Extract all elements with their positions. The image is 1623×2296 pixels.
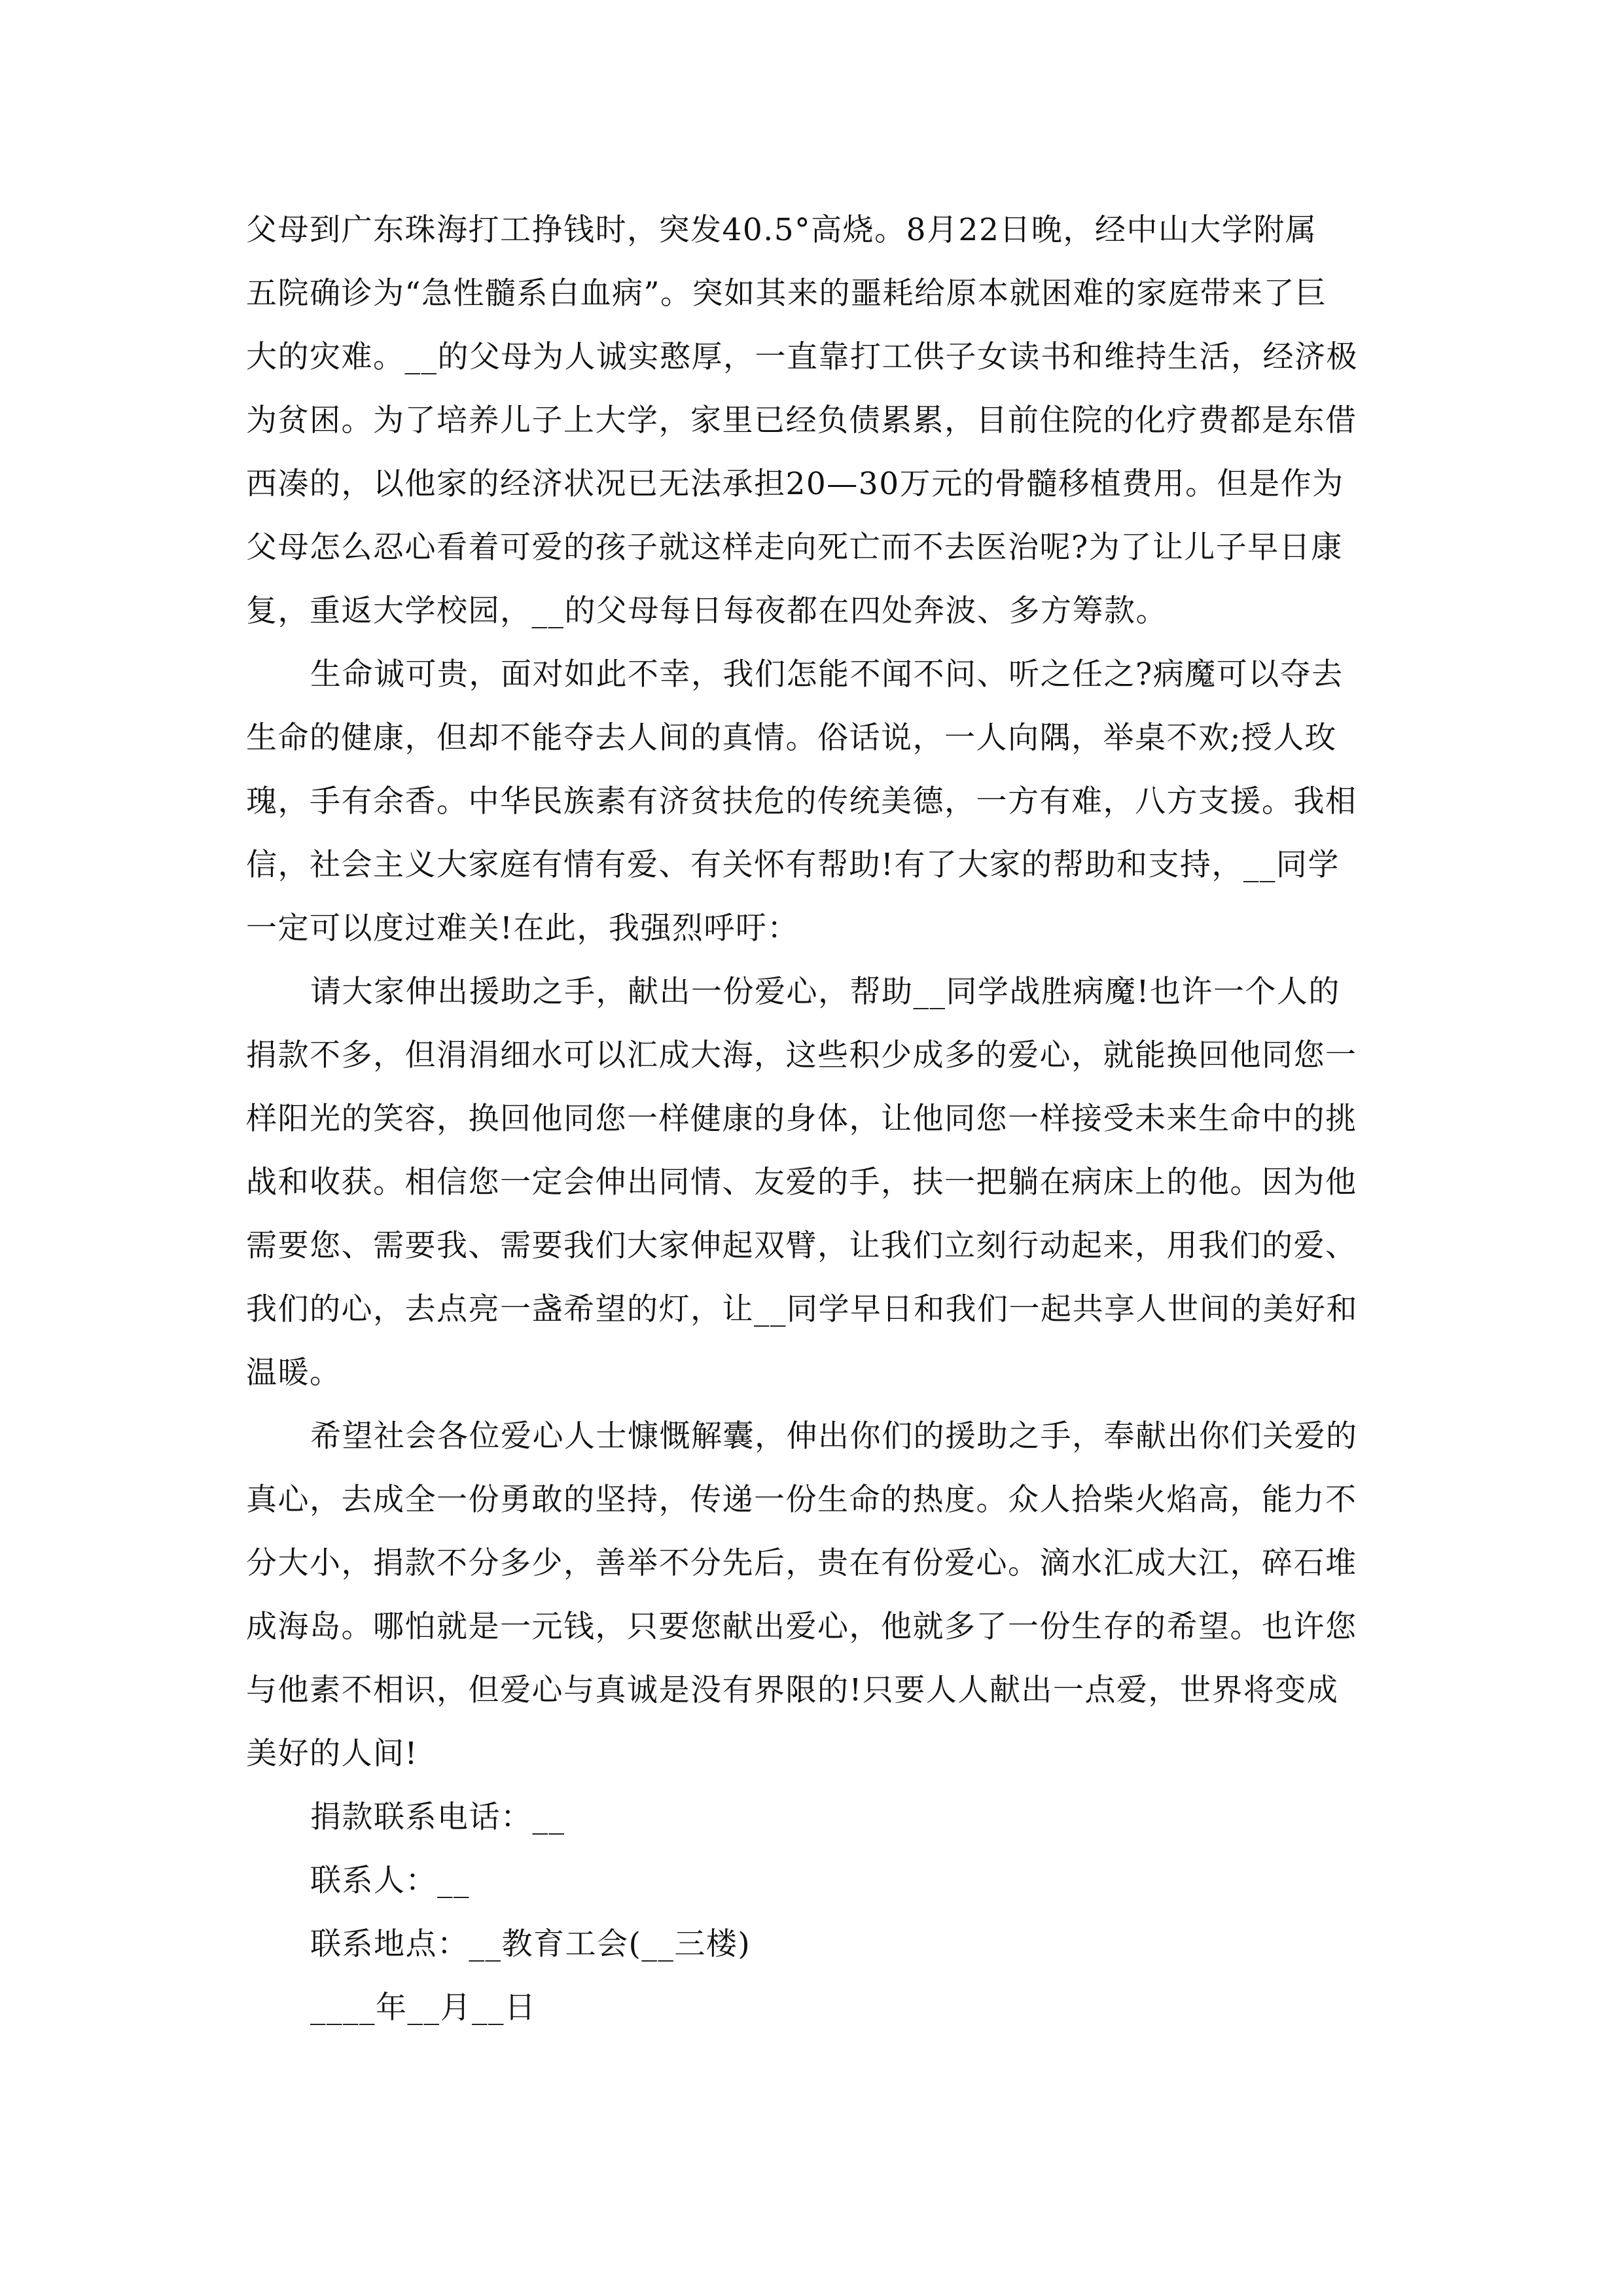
text-line: 五院确诊为“急性髓系白血病”。突如其来的噩耗给原本就困难的家庭带来了巨 xyxy=(246,276,1327,312)
text-line: 一定可以度过难关!在此，我强烈呼吁： xyxy=(246,910,799,946)
text-line: 与他素不相识，但爱心与真诚是没有界限的!只要人人献出一点爱，世界将变成 xyxy=(246,1672,1339,1708)
text-line: 我们的心，去点亮一盏希望的灯，让__同学早日和我们一起共享人世间的美好和 xyxy=(246,1291,1358,1327)
text-line: 温暖。 xyxy=(246,1355,342,1391)
text-line: 样阳光的笑容，换回他同您一样健康的身体，让他同您一样接受未来生命中的挑 xyxy=(246,1101,1357,1137)
contact-location: 联系地点：__教育工会(__三楼) xyxy=(310,1926,751,1962)
text-line: 为贫困。为了培养儿子上大学，家里已经负债累累，目前住院的化疗费都是东借 xyxy=(246,403,1357,439)
text-line: 大的灾难。__的父母为人诚实憨厚，一直靠打工供子女读书和维持生活，经济极 xyxy=(246,339,1358,375)
text-line: 生命诚可贵，面对如此不幸，我们怎能不闻不问、听之任之?病魔可以夺去 xyxy=(310,656,1344,692)
text-line: 西凑的，以他家的经济状况已无法承担20—30万元的骨髓移植费用。但是作为 xyxy=(246,466,1344,502)
text-line: 成海岛。哪怕就是一元钱，只要您献出爱心，他就多了一份生存的希望。也许您 xyxy=(246,1609,1357,1645)
text-line: 生命的健康，但却不能夺去人间的真情。俗话说，一人向隅，举桌不欢;授人玫 xyxy=(246,720,1337,756)
text-line: 希望社会各位爱心人士慷慨解囊，伸出你们的援助之手，奉献出你们关爱的 xyxy=(310,1418,1358,1454)
text-line: 信，社会主义大家庭有情有爱、有关怀有帮助!有了大家的帮助和支持，__同学 xyxy=(246,847,1340,883)
text-line: 捐款不多，但涓涓细水可以汇成大海，这些积少成多的爱心，就能换回他同您一 xyxy=(246,1037,1357,1073)
text-line: 美好的人间! xyxy=(246,1736,418,1772)
contact-date: ____年__月__日 xyxy=(310,1990,537,2026)
text-line: 战和收获。相信您一定会伸出同情、友爱的手，扶一把躺在病床上的他。因为他 xyxy=(246,1164,1357,1200)
text-line: 需要您、需要我、需要我们大家伸起双臂，让我们立刻行动起来，用我们的爱、 xyxy=(246,1228,1357,1264)
text-line: 父母怎么忍心看着可爱的孩子就这样走向死亡而不去医治呢?为了让儿子早日康 xyxy=(246,529,1343,565)
contact-phone: 捐款联系电话：__ xyxy=(310,1799,565,1835)
text-line: 分大小，捐款不分多少，善举不分先后，贵在有份爱心。滴水汇成大江，碎石堆 xyxy=(246,1545,1357,1581)
text-line: 瑰，手有余香。中华民族素有济贫扶危的传统美德，一方有难，八方支援。我相 xyxy=(246,783,1357,819)
text-line: 请大家伸出援助之手，献出一份爱心，帮助__同学战胜病魔!也许一个人的 xyxy=(310,974,1340,1010)
contact-person: 联系人：__ xyxy=(310,1863,470,1899)
text-line: 复，重返大学校园，__的父母每日每夜都在四处奔波、多方筹款。 xyxy=(246,593,1168,629)
text-line: 父母到广东珠海打工挣钱时，突发40.5°高烧。8月22日晚，经中山大学附属 xyxy=(246,212,1317,248)
text-line: 真心，去成全一份勇敢的坚持，传递一份生命的热度。众人拾柴火焰高，能力不 xyxy=(246,1482,1357,1518)
